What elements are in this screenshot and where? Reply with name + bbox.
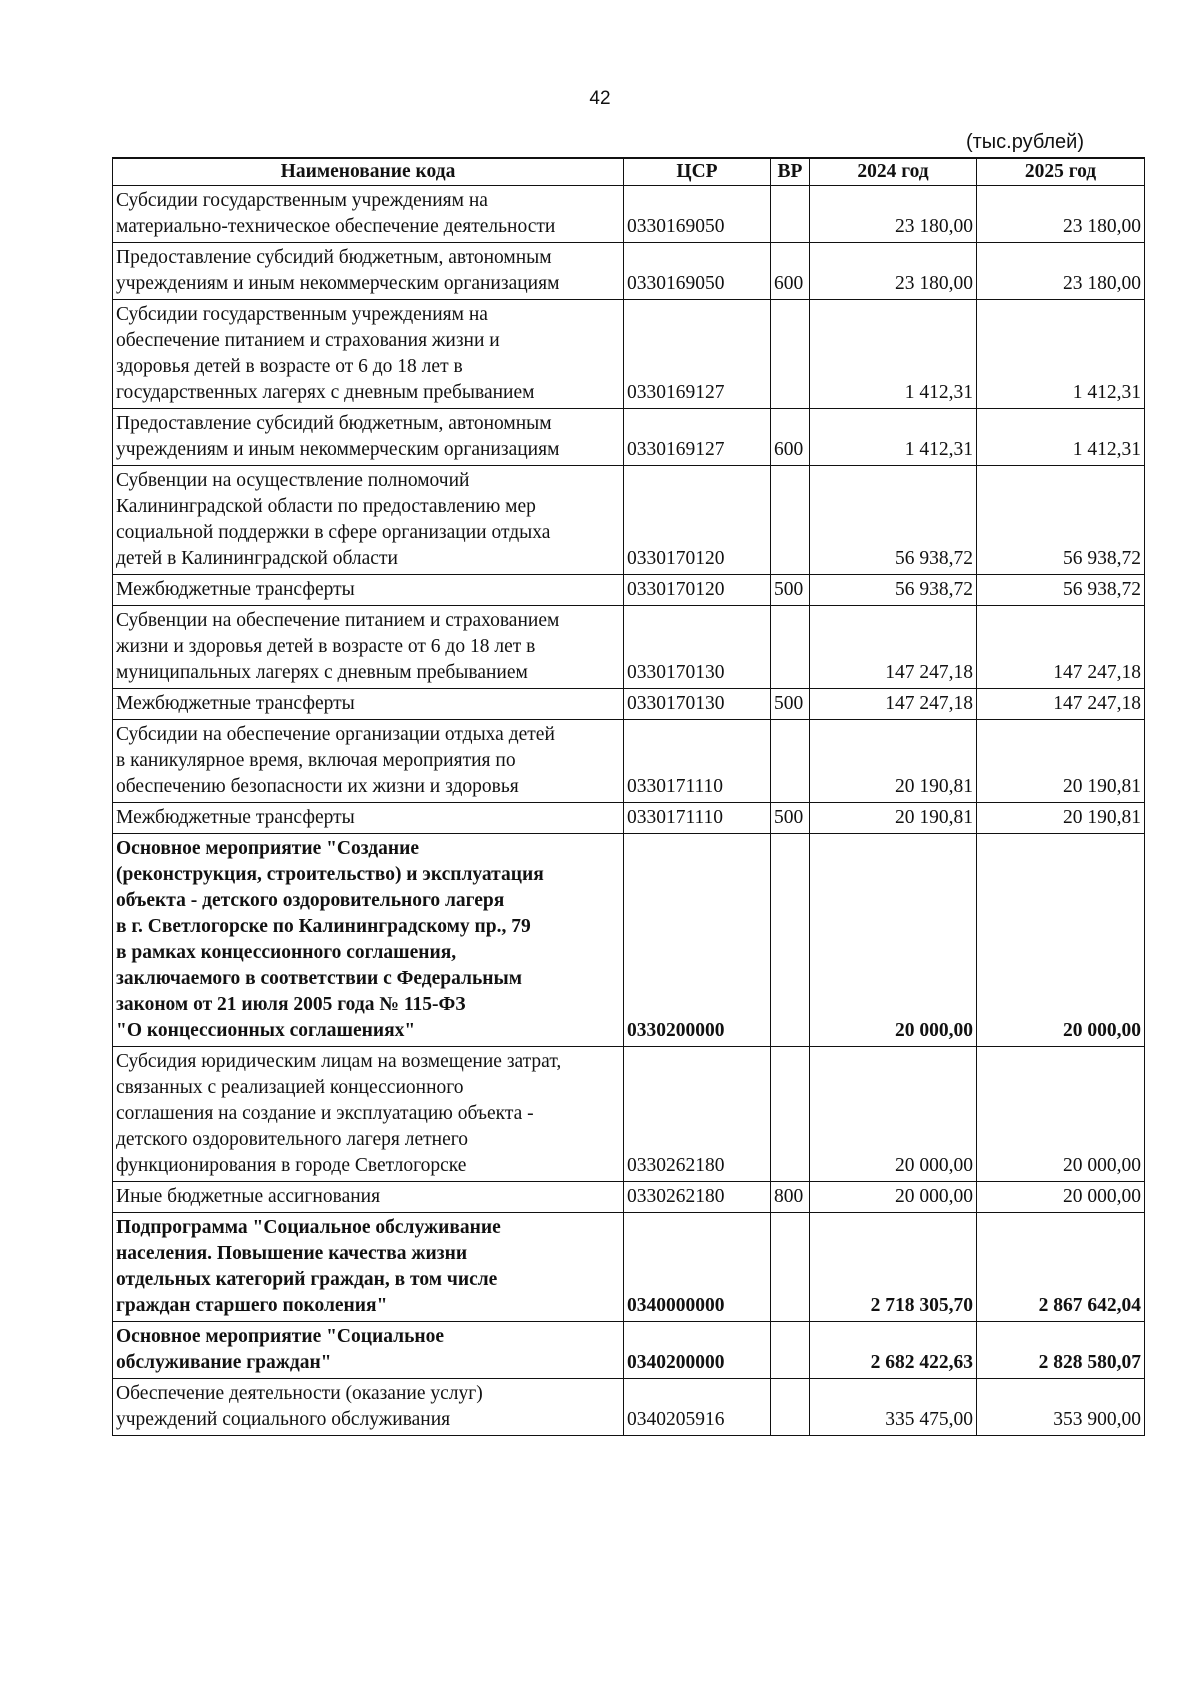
row-2024: 23 180,00 (810, 243, 977, 300)
row-csr: 0330169127 (624, 409, 771, 466)
row-name-line: Предоставление субсидий бюджетным, автономным (116, 413, 552, 434)
row-name (113, 1047, 624, 1182)
row-csr: 0330169050 (624, 186, 771, 243)
row-vr (771, 834, 810, 1047)
table-row (113, 834, 1145, 1047)
row-name-line: Основное мероприятие "Социальное (116, 1326, 445, 1347)
units-label: (тыс.рублей) (965, 131, 1084, 153)
row-2024: 23 180,00 (810, 186, 977, 243)
header-2024: 2024 год (810, 158, 977, 186)
row-csr: 0330200000 (624, 834, 771, 1047)
row-2024: 2 718 305,70 (810, 1213, 977, 1322)
row-name-line: жизни и здоровья детей в возрасте от 6 до 18 лет в (116, 636, 536, 657)
row-name-line: детского оздоровительного лагеря летнего (116, 1129, 469, 1150)
table-row (113, 1182, 1145, 1213)
row-vr (771, 1047, 810, 1182)
row-name-line: заключаемого в соответствии с Федеральным (116, 968, 523, 989)
table-row (113, 1047, 1145, 1182)
table-row (113, 466, 1145, 575)
row-2025: 147 247,18 (977, 689, 1145, 720)
row-csr: 0330170120 (624, 466, 771, 575)
row-2024: 335 475,00 (810, 1379, 977, 1436)
row-vr: 500 (771, 689, 810, 720)
row-name (113, 243, 624, 300)
row-2025: 2 828 580,07 (977, 1322, 1145, 1379)
header-vr: ВР (771, 158, 810, 186)
row-name-line: государственных лагерях с дневным пребыванием (116, 382, 535, 403)
page-number: 42 (589, 88, 611, 109)
row-name-line: Предоставление субсидий бюджетным, автономным (116, 247, 552, 268)
row-name (113, 689, 624, 720)
row-2025: 23 180,00 (977, 186, 1145, 243)
table-row (113, 186, 1145, 243)
table-row (113, 300, 1145, 409)
row-name-line: Подпрограмма "Социальное обслуживание (116, 1217, 501, 1238)
row-name (113, 834, 624, 1047)
row-csr: 0340000000 (624, 1213, 771, 1322)
row-2024: 147 247,18 (810, 689, 977, 720)
row-name-line: учреждениям и иным некоммерческим организациям (116, 273, 560, 294)
row-name-line: Субвенции на осуществление полномочий (116, 470, 470, 491)
row-vr (771, 606, 810, 689)
row-csr: 0340200000 (624, 1322, 771, 1379)
row-vr: 500 (771, 575, 810, 606)
row-2024: 20 000,00 (810, 1047, 977, 1182)
row-name-line: обслуживание граждан" (116, 1352, 332, 1373)
header-name: Наименование кода (113, 158, 624, 186)
row-2025: 1 412,31 (977, 409, 1145, 466)
table-row (113, 243, 1145, 300)
table-row (113, 803, 1145, 834)
row-csr: 0330170130 (624, 689, 771, 720)
table-row (113, 1322, 1145, 1379)
row-name-line: материально-техническое обеспечение деятельности (116, 216, 556, 237)
row-name-line: Субсидия юридическим лицам на возмещение затрат, (116, 1051, 562, 1072)
row-2024: 1 412,31 (810, 409, 977, 466)
row-csr: 0330170120 (624, 575, 771, 606)
row-vr (771, 300, 810, 409)
row-name-line: связанных с реализацией концессионного (116, 1077, 464, 1098)
row-csr: 0340205916 (624, 1379, 771, 1436)
row-vr (771, 466, 810, 575)
row-name-line: соглашения на создание и эксплуатацию объекта - (116, 1103, 534, 1124)
row-csr: 0330169050 (624, 243, 771, 300)
row-2024: 20 190,81 (810, 803, 977, 834)
row-2025: 56 938,72 (977, 575, 1145, 606)
row-name-line: в г. Светлогорске по Калининградскому пр., 79 (116, 916, 531, 937)
budget-table (112, 157, 1145, 1436)
row-name (113, 300, 624, 409)
row-name-line: Межбюджетные трансферты (116, 807, 355, 828)
row-name-line: Межбюджетные трансферты (116, 693, 355, 714)
row-2024: 20 000,00 (810, 1182, 977, 1213)
table-row (113, 606, 1145, 689)
row-name-line: в каникулярное время, включая мероприятия по (116, 750, 516, 771)
table-row (113, 575, 1145, 606)
row-name (113, 720, 624, 803)
row-2024: 20 000,00 (810, 834, 977, 1047)
row-name-line: Основное мероприятие "Создание (116, 838, 419, 859)
table-body (113, 186, 1145, 1436)
row-csr: 0330169127 (624, 300, 771, 409)
table-header-row (113, 158, 1145, 186)
row-name-line: Субсидии государственным учреждениям на (116, 190, 488, 211)
row-name-line: здоровья детей в возрасте от 6 до 18 лет в (116, 356, 463, 377)
row-vr: 600 (771, 409, 810, 466)
row-2024: 2 682 422,63 (810, 1322, 977, 1379)
row-name-line: Калининградской области по предоставлению мер (116, 496, 536, 517)
row-name-line: обеспечению безопасности их жизни и здоровья (116, 776, 519, 797)
row-name-line: объекта - детского оздоровительного лагеря (116, 890, 505, 911)
row-name-line: населения. Повышение качества жизни (116, 1243, 468, 1264)
row-csr: 0330262180 (624, 1182, 771, 1213)
row-name (113, 606, 624, 689)
row-vr: 800 (771, 1182, 810, 1213)
row-csr: 0330171110 (624, 803, 771, 834)
row-name (113, 1182, 624, 1213)
row-2025: 20 190,81 (977, 720, 1145, 803)
row-2024: 56 938,72 (810, 575, 977, 606)
table-row (113, 689, 1145, 720)
row-name-line: учреждениям и иным некоммерческим организациям (116, 439, 560, 460)
row-name (113, 803, 624, 834)
row-name-line: отдельных категорий граждан, в том числе (116, 1269, 498, 1290)
row-2025: 20 000,00 (977, 1047, 1145, 1182)
row-2025: 147 247,18 (977, 606, 1145, 689)
row-2025: 2 867 642,04 (977, 1213, 1145, 1322)
row-2025: 20 000,00 (977, 1182, 1145, 1213)
row-vr: 500 (771, 803, 810, 834)
row-name-line: Субсидии государственным учреждениям на (116, 304, 488, 325)
header-2025: 2025 год (977, 158, 1145, 186)
row-name-line: Субсидии на обеспечение организации отдыха детей (116, 724, 555, 745)
row-name (113, 1322, 624, 1379)
row-vr (771, 186, 810, 243)
row-2025: 23 180,00 (977, 243, 1145, 300)
row-name (113, 466, 624, 575)
row-name (113, 409, 624, 466)
row-name-line: граждан старшего поколения" (116, 1295, 388, 1316)
table-row (113, 1379, 1145, 1436)
row-vr (771, 1379, 810, 1436)
row-name-line: социальной поддержки в сфере организации отдыха (116, 522, 551, 543)
row-2024: 1 412,31 (810, 300, 977, 409)
table-row (113, 409, 1145, 466)
row-name-line: (реконструкция, строительство) и эксплуатация (116, 864, 544, 885)
row-csr: 0330171110 (624, 720, 771, 803)
row-name-line: законом от 21 июля 2005 года № 115-ФЗ (116, 994, 466, 1015)
row-2024: 147 247,18 (810, 606, 977, 689)
row-2025: 353 900,00 (977, 1379, 1145, 1436)
row-name (113, 186, 624, 243)
row-name-line: обеспечение питанием и страхования жизни и (116, 330, 500, 351)
row-name-line: "О концессионных соглашениях" (116, 1020, 416, 1041)
row-vr (771, 1213, 810, 1322)
row-name-line: функционирования в городе Светлогорске (116, 1155, 467, 1176)
row-csr: 0330262180 (624, 1047, 771, 1182)
row-vr (771, 1322, 810, 1379)
table-row (113, 720, 1145, 803)
row-name-line: детей в Калининградской области (116, 548, 398, 569)
row-name-line: Межбюджетные трансферты (116, 579, 355, 600)
row-name-line: в рамках концессионного соглашения, (116, 942, 457, 963)
row-2024: 56 938,72 (810, 466, 977, 575)
table-row (113, 1213, 1145, 1322)
row-name-line: Субвенции на обеспечение питанием и страхованием (116, 610, 560, 631)
row-2025: 20 000,00 (977, 834, 1145, 1047)
row-name (113, 1379, 624, 1436)
row-2025: 20 190,81 (977, 803, 1145, 834)
row-2025: 56 938,72 (977, 466, 1145, 575)
header-csr: ЦСР (624, 158, 771, 186)
row-2024: 20 190,81 (810, 720, 977, 803)
row-vr: 600 (771, 243, 810, 300)
row-vr (771, 720, 810, 803)
row-name-line: Иные бюджетные ассигнования (116, 1186, 381, 1207)
row-name (113, 575, 624, 606)
row-2025: 1 412,31 (977, 300, 1145, 409)
row-name-line: муниципальных лагерях с дневным пребыванием (116, 662, 528, 683)
row-name-line: Обеспечение деятельности (оказание услуг) (116, 1383, 483, 1404)
row-name-line: учреждений социального обслуживания (116, 1409, 451, 1430)
row-name (113, 1213, 624, 1322)
row-csr: 0330170130 (624, 606, 771, 689)
